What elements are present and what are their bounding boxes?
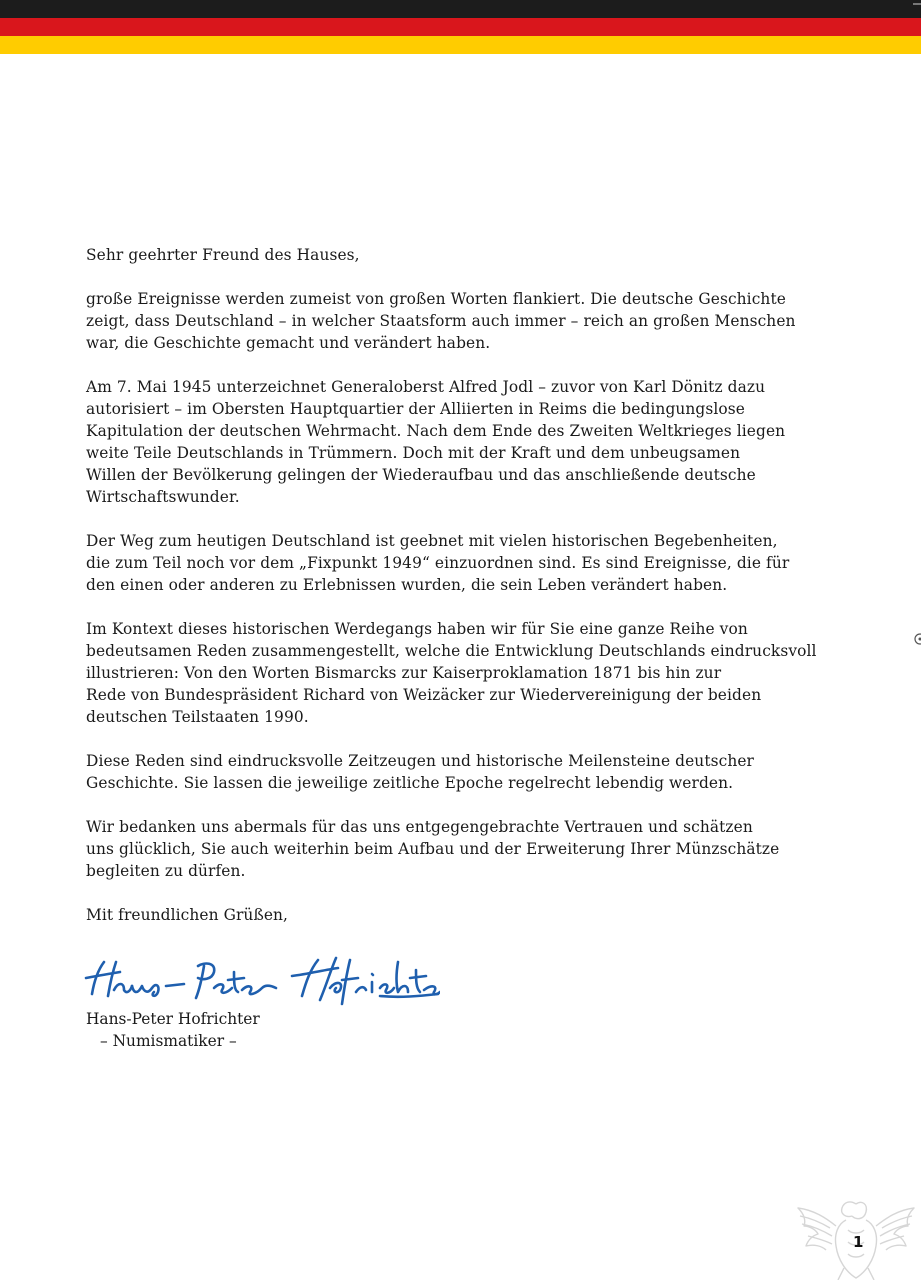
paragraph-line: zeigt, dass Deutschland – in welcher Staatsform auch immer – reich an großen Menschen bbox=[86, 312, 796, 330]
paragraph-line: Diese Reden sind eindrucksvolle Zeitzeugen und historische Meilensteine deutscher bbox=[86, 752, 754, 770]
margin-registration-icon bbox=[911, 630, 921, 648]
salutation: Sehr geehrter Freund des Hauses, bbox=[86, 246, 360, 264]
paragraph-6 bbox=[86, 816, 846, 882]
corner-mark bbox=[913, 3, 921, 5]
closing: Mit freundlichen Grüßen, bbox=[86, 906, 289, 924]
flag-stripe-red bbox=[0, 18, 921, 36]
paragraph-line: Wir bedanken uns abermals für das uns entgegengebrachte Vertrauen und schätzen bbox=[86, 818, 753, 836]
paragraph-line: Willen der Bevölkerung gelingen der Wiederaufbau und das anschließende deutsche bbox=[86, 466, 756, 484]
paragraph-line: Rede von Bundespräsident Richard von Weizäcker zur Wiedervereinigung der beiden bbox=[86, 686, 762, 704]
page-number: 1 bbox=[853, 1233, 864, 1251]
paragraph-5 bbox=[86, 750, 846, 794]
paragraph-line: den einen oder anderen zu Erlebnissen wurden, die sein Leben verändert haben. bbox=[86, 576, 728, 594]
paragraph-line: Am 7. Mai 1945 unterzeichnet Generaloberst Alfred Jodl – zuvor von Karl Dönitz dazu bbox=[86, 378, 766, 396]
signer-name: Hans-Peter Hofrichter bbox=[86, 1010, 260, 1028]
paragraph-line: Geschichte. Sie lassen die jeweilige zeitliche Epoche regelrecht lebendig werden. bbox=[86, 774, 734, 792]
paragraph-line: Der Weg zum heutigen Deutschland ist geebnet mit vielen historischen Begebenheiten, bbox=[86, 532, 778, 550]
paragraph-line: die zum Teil noch vor dem „Fixpunkt 1949“ einzuordnen sind. Es sind Ereignisse, die für bbox=[86, 554, 790, 572]
handwritten-signature bbox=[80, 952, 440, 1012]
paragraph-line: begleiten zu dürfen. bbox=[86, 862, 246, 880]
paragraph-line: illustrieren: Von den Worten Bismarcks zur Kaiserproklamation 1871 bis hin zur bbox=[86, 664, 722, 682]
paragraph-line: Im Kontext dieses historischen Werdegangs haben wir für Sie eine ganze Reihe von bbox=[86, 620, 748, 638]
paragraph-line: Wirtschaftswunder. bbox=[86, 488, 240, 506]
paragraph-line: weite Teile Deutschlands in Trümmern. Doch mit der Kraft und dem unbeugsamen bbox=[86, 444, 741, 462]
paragraph-line: deutschen Teilstaaten 1990. bbox=[86, 708, 309, 726]
paragraph-3 bbox=[86, 530, 846, 596]
paragraph-line: war, die Geschichte gemacht und verändert haben. bbox=[86, 334, 491, 352]
letter-body bbox=[86, 244, 846, 948]
signer-role: – Numismatiker – bbox=[100, 1032, 237, 1050]
paragraph-line: Kapitulation der deutschen Wehrmacht. Nach dem Ende des Zweiten Weltkrieges liegen bbox=[86, 422, 786, 440]
paragraph-4 bbox=[86, 618, 846, 728]
paragraph-line: uns glücklich, Sie auch weiterhin beim Aufbau und der Erweiterung Ihrer Münzschätze bbox=[86, 840, 780, 858]
paragraph-line: bedeutsamen Reden zusammengestellt, welche die Entwicklung Deutschlands eindrucksvoll bbox=[86, 642, 817, 660]
paragraph-line: große Ereignisse werden zumeist von großen Worten flankiert. Die deutsche Geschichte bbox=[86, 290, 786, 308]
flag-stripe-gold bbox=[0, 36, 921, 54]
paragraph-1 bbox=[86, 288, 846, 354]
paragraph-line: autorisiert – im Obersten Hauptquartier der Alliierten in Reims die bedingungslose bbox=[86, 400, 745, 418]
flag-stripe-black bbox=[0, 0, 921, 18]
paragraph-2 bbox=[86, 376, 846, 508]
